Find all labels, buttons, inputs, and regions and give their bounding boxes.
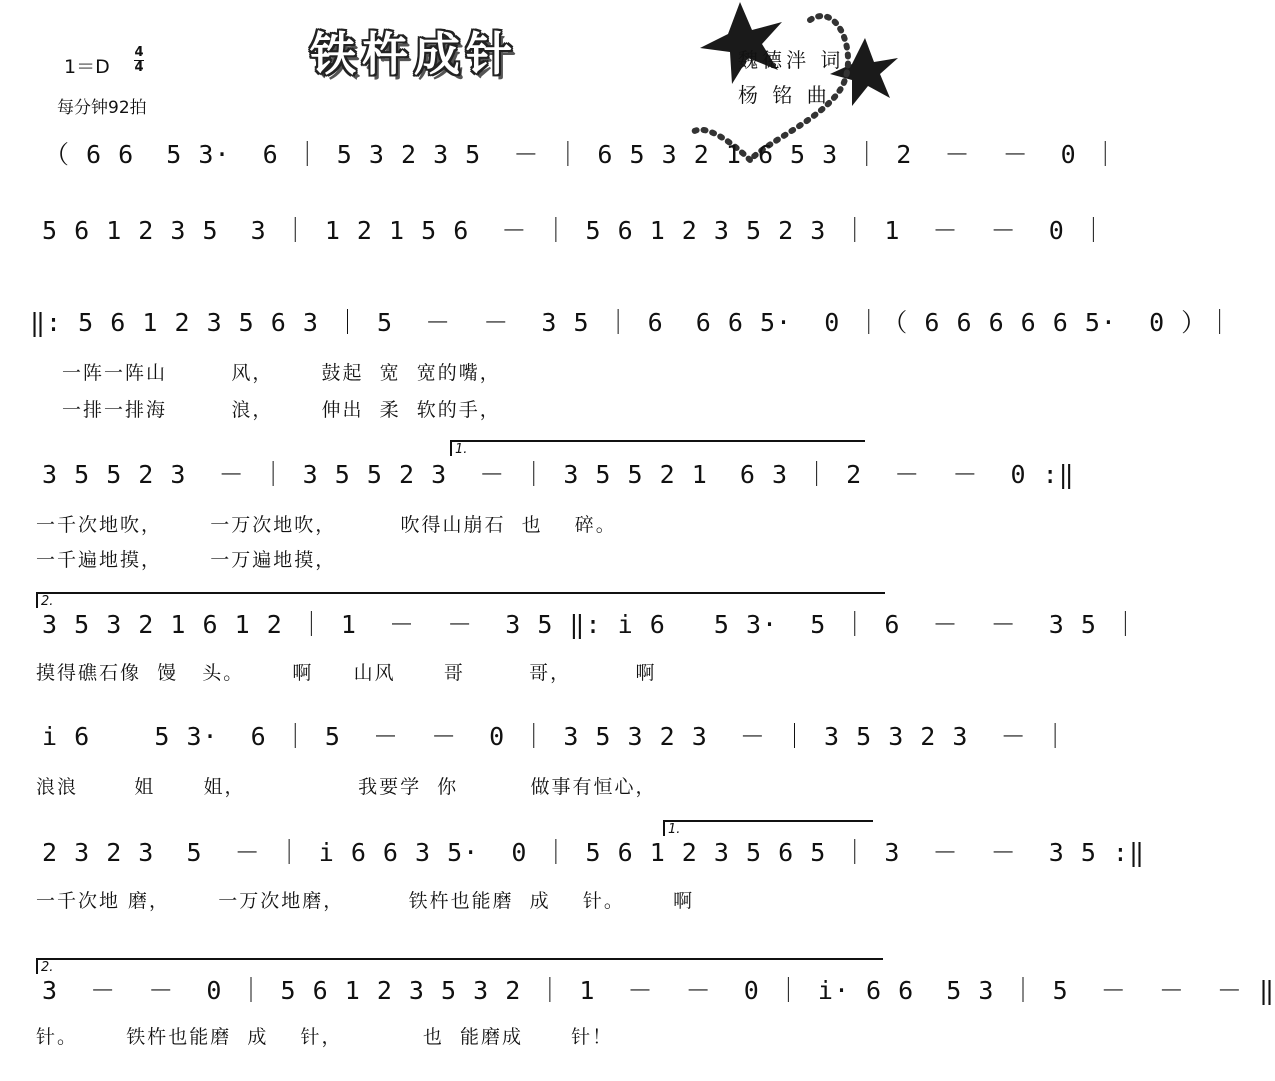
staff-line-4: [0, 460, 1075, 500]
time-signature: [134, 47, 144, 74]
staff-line-1: [0, 140, 1119, 180]
lyric-verse-1: 针。 铁杵也能磨 成 针， 也 能磨成 针！: [36, 1026, 614, 1048]
time-signature-top: 4: [134, 45, 144, 60]
tempo-marking: 每分钟92拍: [57, 98, 147, 118]
notation-text: 5 6 1 2 3 5 3 ｜ 1 2 1 5 6 － ｜ 5 6 1 2 3 5 2 3 ｜ 1 － － 0 ｜: [42, 216, 1107, 245]
notation-text: 2 3 2 3 5 － ｜ i 6 6 3 5· 0 ｜ 5 6 1 2 3 5 6 5 ｜ 3 － － 3 5 :‖: [42, 838, 1146, 867]
notation-text: 3 5 3 2 1 6 1 2 ｜ 1 － － 3 5 ‖: i 6 5 3· 5 ｜ 6 － － 3 5 ｜: [42, 610, 1139, 639]
staff-line-5: [0, 610, 1139, 650]
notation-text: i 6 5 3· 6 ｜ 5 － － 0 ｜ 3 5 3 2 3 － ｜ 3 5 3 2 3 － ｜: [42, 722, 1069, 751]
key-signature: 1＝D: [64, 56, 110, 78]
volta-bracket: 2.: [36, 958, 883, 974]
staff-line-3: [0, 308, 1234, 348]
volta-bracket: 1.: [663, 820, 873, 836]
time-signature-bottom: 4: [134, 60, 144, 75]
lyric-verse-1: 一千次地 磨， 一万次地磨， 铁杵也能磨 成 针。 啊: [36, 890, 695, 912]
lyric-verse-2: 一千遍地摸， 一万遍地摸，: [36, 549, 337, 571]
notation-text: 3 5 5 2 3 － ｜ 3 5 5 2 3 － ｜ 3 5 5 2 1 6 3 ｜ 2 － － 0 :‖: [42, 460, 1075, 489]
staff-line-6: [0, 722, 1069, 762]
staff-line-8: [0, 976, 1275, 1016]
lyric-verse-1: 一阵一阵山 风， 鼓起 宽 宽的嘴，: [62, 362, 501, 384]
lyric-verse-1: 摸得礁石像 馒 头。 啊 山风 哥 哥， 啊: [36, 662, 657, 684]
lyric-verse-1: 浪浪 姐 姐， 我要学 你 做事有恒心，: [36, 776, 657, 798]
composer-credit: 杨 铭 曲: [738, 83, 831, 107]
volta-bracket: 1.: [450, 440, 865, 456]
lyric-verse-1: 一千次地吹， 一万次地吹， 吹得山崩石 也 碎。: [36, 514, 617, 536]
lyric-verse-2: 一排一排海 浪， 伸出 柔 软的手，: [62, 399, 501, 421]
song-title: 铁杵成针: [310, 27, 518, 81]
notation-text: ‖: 5 6 1 2 3 5 6 3 ｜ 5 － － 3 5 ｜ 6 6 6 5· 0 ｜（ 6 6 6 6 6 5· 0 ）｜: [30, 308, 1234, 337]
notation-text: （ 6 6 5 3· 6 ｜ 5 3 2 3 5 － ｜ 6 5 3 2 1 6 5 3 ｜ 2 － － 0 ｜: [44, 140, 1119, 169]
staff-line-7: [0, 838, 1146, 878]
lyricist-credit: 魏德泮 词: [738, 48, 845, 72]
notation-text: 3 － － 0 ｜ 5 6 1 2 3 5 3 2 ｜ 1 － － 0 ｜ i· 6 6 5 3 ｜ 5 － － － ‖: [42, 976, 1275, 1005]
volta-bracket: 2.: [36, 592, 885, 608]
staff-line-2: [0, 216, 1107, 256]
